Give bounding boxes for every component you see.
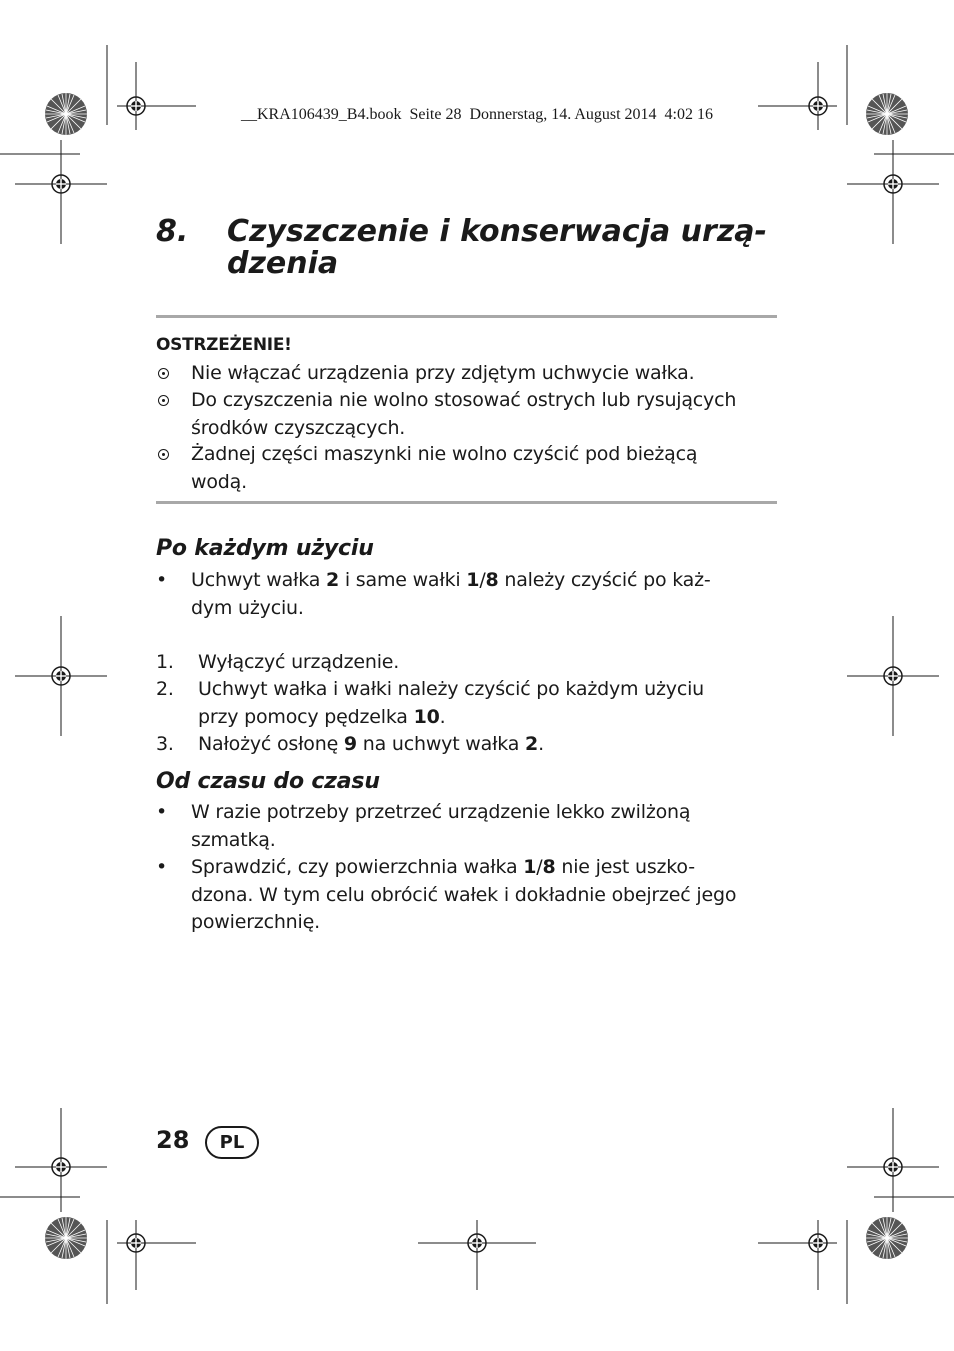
warning-heading: OSTRZEŻENIE!: [156, 335, 292, 355]
chapter-title: [227, 216, 787, 280]
section-heading-after-each-use: Po każdym użyciu: [156, 536, 374, 561]
file-info-header: __KRA106439_B4.book Seite 28 Donnerstag, 14. August 2014 4:02 16: [241, 106, 713, 123]
step-text: Uchwyt wałka i wałki należy czyścić po każdym użyciu: [198, 678, 704, 700]
language-badge: PL: [205, 1126, 259, 1159]
warning-top-rule: [156, 315, 777, 318]
warning-item-text: Do czyszczenia nie wolno stosować ostrych lub rysujących: [191, 389, 737, 411]
step-number: 3.: [156, 733, 174, 755]
warning-item-text: Nie włączać urządzenia przy zdjętym uchwycie wałka.: [191, 362, 695, 384]
warning-item-text: Żadnej części maszynki nie wolno czyścić pod bieżącą: [191, 443, 698, 465]
step-number: 1.: [156, 651, 174, 673]
page-number: 28: [156, 1126, 190, 1154]
warning-item-text: wodą.: [191, 470, 247, 493]
chapter-number: 8.: [156, 214, 189, 249]
bullet-dot: •: [156, 569, 168, 591]
warning-item-text: środków czyszczących.: [191, 416, 406, 439]
step-text: Wyłączyć urządzenie.: [198, 651, 400, 673]
chapter-title-line2: dzenia: [227, 246, 339, 281]
bullet-dot: •: [156, 801, 168, 823]
chapter-title-line1: Czyszczenie i konserwacja urzą-: [227, 214, 767, 249]
step-number: 2.: [156, 678, 174, 700]
bullet-dot: •: [156, 856, 168, 878]
section-heading-from-time-to-time: Od czasu do czasu: [156, 769, 380, 794]
warning-bottom-rule: [156, 501, 777, 504]
